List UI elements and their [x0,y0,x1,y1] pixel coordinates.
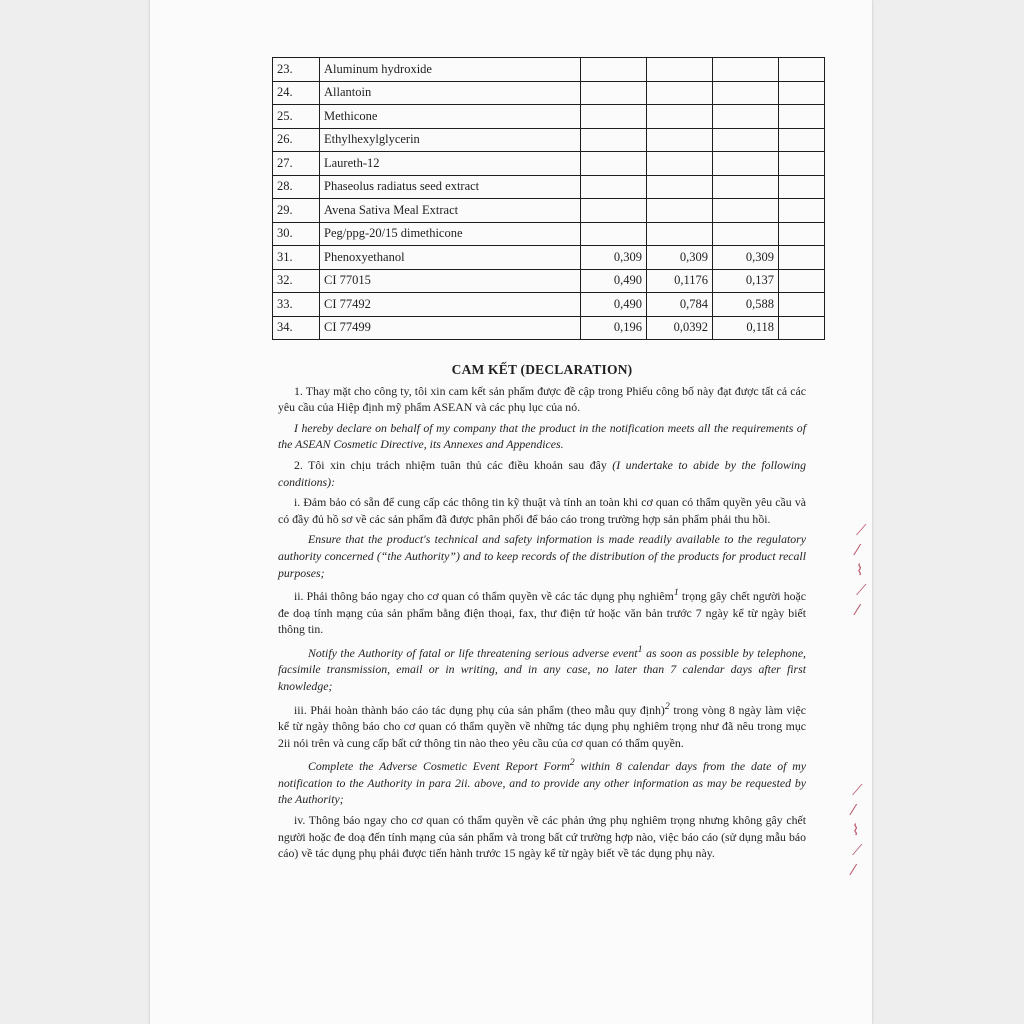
row-number: 29. [273,199,320,223]
table-row [273,128,825,152]
concentration-1 [581,175,647,199]
row-number: 27. [273,152,320,176]
table-row [273,175,825,199]
ingredients-table-body [273,58,825,340]
declaration-iii-vi-a: iii. Phải hoàn thành báo cáo tác dụng phụ của sản phẩm (theo mẫu quy định) [294,702,665,717]
empty-cell [779,81,825,105]
declaration-i-vi: i. Đảm bảo có sẵn để cung cấp các thông tin kỹ thuật và tính an toàn khi cơ quan có thẩm quyền yêu cầu và có đầy đủ hồ sơ về các sản phẩm đã được phân phối để báo cáo trong trường hợp sản phẩm phải thu hồi. [278,495,806,526]
concentration-1 [581,58,647,82]
concentration-1 [581,222,647,246]
ingredient-name: Aluminum hydroxide [320,58,581,82]
empty-cell [779,222,825,246]
concentration-2 [647,81,713,105]
empty-cell [779,58,825,82]
concentration-1 [581,199,647,223]
declaration-ii-vi [278,585,806,638]
empty-cell [779,269,825,293]
declaration-ii-en-a: Notify the Authority of fatal or life threatening serious adverse event [308,645,638,660]
ingredient-name: Allantoin [320,81,581,105]
concentration-3: 0,118 [713,316,779,340]
concentration-2: 0,309 [647,246,713,270]
empty-cell [779,128,825,152]
empty-cell [779,105,825,129]
empty-cell [779,175,825,199]
table-row [273,246,825,270]
concentration-2 [647,105,713,129]
ingredient-name: CI 77015 [320,269,581,293]
concentration-3 [713,58,779,82]
red-seal-fragment-icon: ⟋ ⁄ ⌇ ⟋ ⁄ [852,781,863,879]
concentration-2 [647,128,713,152]
empty-cell [779,199,825,223]
footnote-ref-1b: 1 [637,643,643,655]
concentration-3 [713,81,779,105]
table-row [273,293,825,317]
declaration-iii-vi [278,699,806,752]
declaration-p1-en: I hereby declare on behalf of my company that the product in the notification meets all the requirements of the ASEAN Cosmetic Directive, its Annexes and Appendices. [278,420,806,452]
table-row [273,316,825,340]
table-row [273,222,825,246]
concentration-2 [647,152,713,176]
row-number: 30. [273,222,320,246]
footnote-ref-2: 2 [664,700,670,712]
concentration-2 [647,58,713,82]
table-row [273,269,825,293]
declaration-p2-vi: 2. Tôi xin chịu trách nhiệm tuân thủ các điều khoản sau đây [294,457,607,472]
ingredient-name: CI 77492 [320,293,581,317]
declaration-iii-vi-b: trong vòng 8 ngày làm việc kể từ ngày thông báo cho cơ quan có thẩm quyền về những tác dụng phụ nghiêm trọng như đã nêu trong mục 2ii nói trên và cung cấp bất cứ thông tin nào theo yêu cầu của cơ quan có thẩm quyền. [278,702,807,750]
table-row [273,105,825,129]
declaration-ii-en-b: as soon as possible by telephone, facsimile transmission, email or in writing, and in any case, no later than 7 calendar days after first knowledge; [278,645,806,693]
table-row [273,81,825,105]
concentration-2 [647,175,713,199]
declaration-ii-vi-b: trọng gây chết người hoặc đe doạ tính mạng của sản phẩm bằng điện thoại, fax, thư điện tử hoặc văn bản trước 7 ngày kể từ ngày biết thông tin. [278,589,806,637]
ingredients-table [272,57,825,340]
concentration-3: 0,588 [713,293,779,317]
concentration-1: 0,309 [581,246,647,270]
ingredient-name: Phaseolus radiatus seed extract [320,175,581,199]
table-row [273,58,825,82]
ingredient-name: CI 77499 [320,316,581,340]
concentration-3 [713,222,779,246]
empty-cell [779,246,825,270]
declaration-iii-en-a: Complete the Adverse Cosmetic Event Report Form [308,759,570,774]
row-number: 26. [273,128,320,152]
concentration-3 [713,152,779,176]
concentration-3 [713,175,779,199]
ingredient-name: Laureth-12 [320,152,581,176]
concentration-1: 0,490 [581,293,647,317]
declaration-i-en: Ensure that the product's technical and safety information is made readily available to the regulatory authority concerned (“the Authority”) and to keep records of the distribution of the products for product recall purposes; [278,532,806,580]
row-number: 23. [273,58,320,82]
row-number: 28. [273,175,320,199]
concentration-3 [713,105,779,129]
declaration-iii-en-b: within 8 calendar days from the date of my notification to the Authority in para 2ii. above, and to provide any other information as may be requested by the Authority; [278,759,807,807]
concentration-1 [581,105,647,129]
row-number: 31. [273,246,320,270]
concentration-1: 0,196 [581,316,647,340]
concentration-3: 0,309 [713,246,779,270]
concentration-1 [581,152,647,176]
ingredient-name: Ethylhexylglycerin [320,128,581,152]
concentration-3 [713,199,779,223]
concentration-2 [647,199,713,223]
declaration-ii-vi-a: ii. Phải thông báo ngay cho cơ quan có thẩm quyền về các tác dụng phụ nghiêm [294,589,674,604]
row-number: 33. [273,293,320,317]
table-row [273,152,825,176]
red-stamp-fragment-icon: ⟋ ⁄ ⌇ ⟋ ⁄ [856,521,867,619]
table-row [273,199,825,223]
concentration-2: 0,0392 [647,316,713,340]
declaration-iii-en [278,755,806,808]
row-number: 32. [273,269,320,293]
row-number: 25. [273,105,320,129]
declaration-p2-en: (I undertake to abide by the following conditions): [278,457,806,489]
empty-cell [779,316,825,340]
footnote-ref-1: 1 [673,587,679,599]
concentration-3 [713,128,779,152]
declaration-p2 [278,457,806,490]
concentration-1: 0,490 [581,269,647,293]
ingredient-name: Peg/ppg-20/15 dimethicone [320,222,581,246]
concentration-2 [647,222,713,246]
concentration-1 [581,128,647,152]
concentration-3: 0,137 [713,269,779,293]
concentration-1 [581,81,647,105]
empty-cell [779,293,825,317]
declaration-iv-vi: iv. Thông báo ngay cho cơ quan có thẩm quyền về các phản ứng phụ nghiêm trọng nhưng không gây chết người hoặc đe doạ đến tính mạng của sản phẩm và trong bất cứ trường hợp nào, việc báo cáo (sử dụng mẫu báo cáo) về tác dụng phụ phải được tiến hành trước 15 ngày kể từ ngày biết về tác dụng phụ này. [278,812,806,861]
concentration-2: 0,784 [647,293,713,317]
footnote-ref-2b: 2 [569,757,575,769]
ingredient-name: Methicone [320,105,581,129]
row-number: 34. [273,316,320,340]
declaration-title: CAM KẾT (DECLARATION) [451,362,633,377]
declaration-p1-vi: 1. Thay mặt cho công ty, tôi xin cam kết sản phẩm được đề cập trong Phiếu công bố này đạt được tất cả các yêu cầu của Hiệp định mỹ phẩm ASEAN và các phụ lục của nó. [278,383,806,415]
empty-cell [779,152,825,176]
document-page [150,0,872,1024]
row-number: 24. [273,81,320,105]
declaration-section [278,362,806,866]
declaration-ii-en [278,642,806,695]
ingredient-name: Avena Sativa Meal Extract [320,199,581,223]
concentration-2: 0,1176 [647,269,713,293]
ingredient-name: Phenoxyethanol [320,246,581,270]
